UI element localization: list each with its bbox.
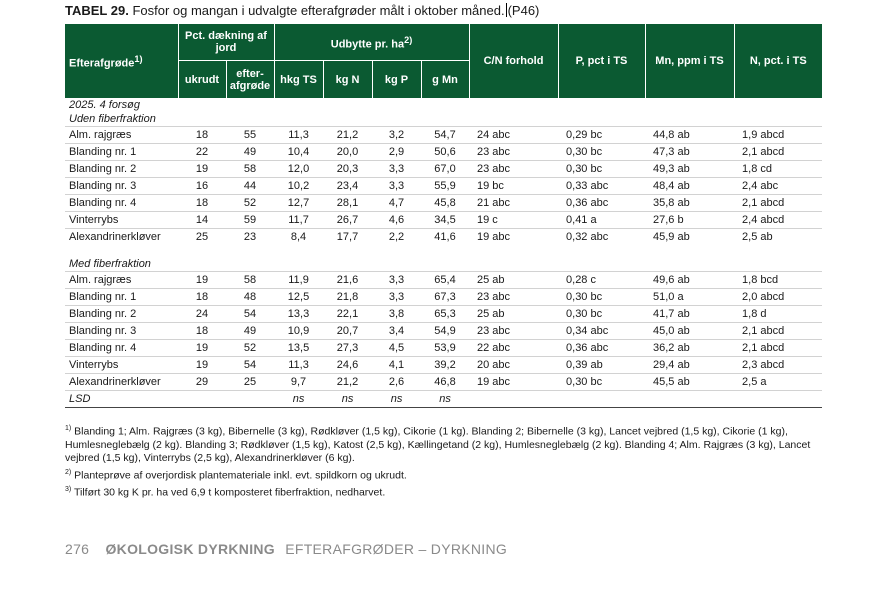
cell-mn: 41,7 ab — [645, 306, 734, 323]
cell-p: 0,29 bc — [558, 127, 645, 144]
cell-efter: 44 — [226, 178, 274, 195]
table-row — [65, 178, 822, 195]
cell-mn: 44,8 ab — [645, 127, 734, 144]
cell-ukrudt: 29 — [178, 374, 226, 391]
header-p: P, pct i TS — [558, 24, 645, 98]
cell-mn: 36,2 ab — [645, 340, 734, 357]
cell-gmn: 65,4 — [421, 272, 469, 289]
footnote — [65, 422, 822, 465]
cell-cn — [469, 391, 558, 408]
text-cursor — [506, 3, 507, 17]
cell-cn: 23 abc — [469, 161, 558, 178]
table-caption: Fosfor og mangan i udvalgte efterafgrøder målt i oktober måned. — [132, 3, 505, 18]
table-row — [65, 323, 822, 340]
header-mn: Mn, ppm i TS — [645, 24, 734, 98]
footnote-mark: 2) — [65, 468, 72, 476]
cell-efter: 52 — [226, 340, 274, 357]
table-row — [65, 127, 822, 144]
cell-n: 1,9 abcd — [734, 127, 822, 144]
cell-efter: 58 — [226, 272, 274, 289]
cell-mn: 27,6 b — [645, 212, 734, 229]
cell-kgp: 2,6 — [372, 374, 421, 391]
cell-kgp: 4,5 — [372, 340, 421, 357]
cell-kgn: 22,1 — [323, 306, 372, 323]
table-body — [65, 98, 822, 408]
cell-mn: 45,9 ab — [645, 229, 734, 246]
cell-efter: 49 — [226, 323, 274, 340]
cell-hkg: 11,3 — [274, 357, 323, 374]
page-number: 276 — [65, 541, 90, 557]
cell-n: 1,8 cd — [734, 161, 822, 178]
data-table — [65, 24, 822, 408]
footnote-text: Planteprøve af overjordisk plantemateriale inkl. evt. spildkorn og ukrudt. — [74, 469, 407, 481]
cell-ukrudt: 18 — [178, 127, 226, 144]
cell-name: Blanding nr. 4 — [65, 340, 178, 357]
table-row — [65, 195, 822, 212]
cell-kgp: 4,1 — [372, 357, 421, 374]
cell-gmn: 54,9 — [421, 323, 469, 340]
cell-n: 2,3 abcd — [734, 357, 822, 374]
footnote — [65, 466, 822, 483]
table-row — [65, 306, 822, 323]
cell-n: 2,1 abcd — [734, 323, 822, 340]
cell-p: 0,30 bc — [558, 144, 645, 161]
table-row — [65, 272, 822, 289]
cell-p: 0,33 abc — [558, 178, 645, 195]
cell-hkg: 8,4 — [274, 229, 323, 246]
table-row — [65, 357, 822, 374]
section-label — [65, 257, 822, 272]
table-row — [65, 374, 822, 391]
cell-efter: 59 — [226, 212, 274, 229]
footer-subsection: EFTERAFGRØDER – DYRKNING — [285, 541, 508, 557]
cell-hkg: 11,9 — [274, 272, 323, 289]
section-year-line-text: 2025. 4 forsøg — [69, 99, 140, 111]
cell-kgp: 2,2 — [372, 229, 421, 246]
cell-mn: 45,0 ab — [645, 323, 734, 340]
cell-gmn: 45,8 — [421, 195, 469, 212]
table-row — [65, 229, 822, 246]
cell-cn: 19 bc — [469, 178, 558, 195]
cell-kgp: 4,6 — [372, 212, 421, 229]
cell-kgp: 3,3 — [372, 161, 421, 178]
cell-hkg: 12,5 — [274, 289, 323, 306]
cell-efter: 25 — [226, 374, 274, 391]
cell-n — [734, 391, 822, 408]
cell-ukrudt: 18 — [178, 323, 226, 340]
cell-p — [558, 391, 645, 408]
cell-cn: 21 abc — [469, 195, 558, 212]
cell-efter — [226, 391, 274, 408]
cell-kgn: 17,7 — [323, 229, 372, 246]
cell-kgn: 23,4 — [323, 178, 372, 195]
cell-n: 2,0 abcd — [734, 289, 822, 306]
lsd-row — [65, 391, 822, 408]
cell-gmn: 65,3 — [421, 306, 469, 323]
section-label-text: Uden fiberfraktion — [69, 113, 156, 125]
table-row — [65, 161, 822, 178]
cell-efter: 58 — [226, 161, 274, 178]
footnote-text: Tilført 30 kg K pr. ha ved 6,9 t komposteret fiberfraktion, nedharvet. — [73, 486, 386, 499]
cell-cn: 22 abc — [469, 340, 558, 357]
cell-mn: 35,8 ab — [645, 195, 734, 212]
cell-n: 2,5 a — [734, 374, 822, 391]
cell-efter: 49 — [226, 144, 274, 161]
cell-gmn: 67,0 — [421, 161, 469, 178]
section-label — [65, 112, 822, 127]
cell-cn: 19 c — [469, 212, 558, 229]
table-title — [65, 3, 539, 18]
cell-ukrudt: 22 — [178, 144, 226, 161]
cell-cn: 20 abc — [469, 357, 558, 374]
cell-ukrudt: 24 — [178, 306, 226, 323]
cell-name: LSD — [65, 391, 178, 408]
footnote-mark: 1) — [65, 425, 72, 432]
cell-efter: 52 — [226, 195, 274, 212]
cell-gmn: 34,5 — [421, 212, 469, 229]
cell-hkg: 10,9 — [274, 323, 323, 340]
cell-mn: 29,4 ab — [645, 357, 734, 374]
cell-gmn: 41,6 — [421, 229, 469, 246]
cell-p: 0,41 a — [558, 212, 645, 229]
footnotes — [65, 422, 822, 501]
cell-p: 0,32 abc — [558, 229, 645, 246]
header-kg-p: kg P — [372, 61, 421, 99]
cell-name: Blanding nr. 2 — [65, 161, 178, 178]
cell-gmn: 55,9 — [421, 178, 469, 195]
cell-kgp: 3,3 — [372, 178, 421, 195]
cell-efter: 23 — [226, 229, 274, 246]
cell-ukrudt: 19 — [178, 161, 226, 178]
cell-p: 0,34 abc — [558, 323, 645, 340]
cell-kgn: 27,3 — [323, 340, 372, 357]
table-row — [65, 289, 822, 306]
cell-cn: 19 abc — [469, 229, 558, 246]
table-number: TABEL 29. — [65, 3, 129, 18]
cell-ukrudt — [178, 391, 226, 408]
cell-kgp: 3,8 — [372, 306, 421, 323]
table-source-code: (P46) — [507, 3, 540, 18]
cell-name: Alexandrinerkløver — [65, 229, 178, 246]
cell-gmn: 39,2 — [421, 357, 469, 374]
cell-hkg: 13,5 — [274, 340, 323, 357]
cell-name: Blanding nr. 3 — [65, 323, 178, 340]
cell-name: Blanding nr. 1 — [65, 144, 178, 161]
cell-cn: 23 abc — [469, 323, 558, 340]
cell-ukrudt: 14 — [178, 212, 226, 229]
cell-gmn: 53,9 — [421, 340, 469, 357]
cell-kgp: 3,2 — [372, 127, 421, 144]
footnote-mark: 3) — [65, 486, 72, 493]
cell-efter: 54 — [226, 306, 274, 323]
section-year-line — [65, 98, 822, 112]
cell-efter: 55 — [226, 127, 274, 144]
header-cn: C/N forhold — [469, 24, 558, 98]
cell-cn: 25 ab — [469, 306, 558, 323]
cell-cn: 19 abc — [469, 374, 558, 391]
cell-name: Vinterrybs — [65, 212, 178, 229]
header-efterafgrode: Efterafgrøde$^{1)}$ — [65, 24, 178, 98]
cell-name: Alm. rajgræs — [65, 127, 178, 144]
cell-cn: 25 ab — [469, 272, 558, 289]
cell-kgp: 3,3 — [372, 272, 421, 289]
cell-n: 1,8 d — [734, 306, 822, 323]
cell-ukrudt: 19 — [178, 357, 226, 374]
header-hkg-ts: hkg TS — [274, 61, 323, 99]
cell-n: 2,1 abcd — [734, 195, 822, 212]
cell-gmn: 46,8 — [421, 374, 469, 391]
cell-hkg: 9,7 — [274, 374, 323, 391]
cell-ukrudt: 16 — [178, 178, 226, 195]
cell-name: Alexandrinerkløver — [65, 374, 178, 391]
cell-mn: 49,6 ab — [645, 272, 734, 289]
cell-kgn: 20,0 — [323, 144, 372, 161]
cell-ukrudt: 25 — [178, 229, 226, 246]
cell-kgn: 21,6 — [323, 272, 372, 289]
header-kg-n: kg N — [323, 61, 372, 99]
cell-mn: 51,0 a — [645, 289, 734, 306]
cell-n: 2,5 ab — [734, 229, 822, 246]
cell-efter: 48 — [226, 289, 274, 306]
cell-mn: 47,3 ab — [645, 144, 734, 161]
cell-p: 0,30 bc — [558, 306, 645, 323]
cell-hkg: 10,4 — [274, 144, 323, 161]
cell-kgn: 28,1 — [323, 195, 372, 212]
cell-gmn: 54,7 — [421, 127, 469, 144]
header-udbytte: Udbytte pr. $ha^{2)}$ — [274, 24, 469, 61]
cell-kgp: ns — [372, 391, 421, 408]
cell-name: Blanding nr. 4 — [65, 195, 178, 212]
cell-name: Blanding nr. 2 — [65, 306, 178, 323]
spacer-cell — [65, 245, 822, 257]
cell-gmn: ns — [421, 391, 469, 408]
cell-ukrudt: 18 — [178, 289, 226, 306]
cell-mn: 49,3 ab — [645, 161, 734, 178]
header-g-mn: g Mn — [421, 61, 469, 99]
cell-ukrudt: 18 — [178, 195, 226, 212]
table-row — [65, 212, 822, 229]
cell-p: 0,30 bc — [558, 289, 645, 306]
cell-kgn: 26,7 — [323, 212, 372, 229]
cell-cn: 23 abc — [469, 144, 558, 161]
footnote-text: Blanding 1; Alm. Rajgræs (3 kg), Bibernelle (3 kg), Rødkløver (1,5 kg), Cikorie (1 kg). Blanding 2; Bibernelle (3 kg), Lancet vejbred (1,5 kg), Cikorie (1 kg), Humlesneglebælg (2 kg). Blanding 3; Rødkløver (1,5 kg), Katost (2,5 kg), Kællingetand (2 kg), Humlesneglebælg (2 kg). Blanding 4; Alm. Rajgræs (3 kg), Lancet vejbred (1,5 kg), Vinterrybs (2,5 kg), Alexandrinerkløver (6 kg). — [65, 425, 811, 464]
page-footer — [65, 541, 507, 557]
cell-hkg: ns — [274, 391, 323, 408]
cell-hkg: 10,2 — [274, 178, 323, 195]
cell-hkg: 12,7 — [274, 195, 323, 212]
footnote — [65, 483, 822, 500]
header-ukrudt: ukrudt — [178, 61, 226, 99]
cell-gmn: 67,3 — [421, 289, 469, 306]
cell-ukrudt: 19 — [178, 340, 226, 357]
cell-p: 0,36 abc — [558, 340, 645, 357]
cell-n: 2,4 abcd — [734, 212, 822, 229]
cell-kgn: 21,2 — [323, 127, 372, 144]
cell-cn: 23 abc — [469, 289, 558, 306]
cell-kgp: 3,3 — [372, 289, 421, 306]
cell-gmn: 50,6 — [421, 144, 469, 161]
cell-mn: 45,5 ab — [645, 374, 734, 391]
section-label-text: Med fiberfraktion — [69, 258, 151, 270]
cell-p: 0,30 bc — [558, 374, 645, 391]
cell-kgp: 3,4 — [372, 323, 421, 340]
cell-kgn: 21,2 — [323, 374, 372, 391]
cell-hkg: 11,3 — [274, 127, 323, 144]
cell-cn: 24 abc — [469, 127, 558, 144]
cell-name: Blanding nr. 1 — [65, 289, 178, 306]
cell-mn: 48,4 ab — [645, 178, 734, 195]
cell-efter: 54 — [226, 357, 274, 374]
header-pct-daekning: Pct. dækning af jord — [178, 24, 274, 61]
table-row — [65, 340, 822, 357]
cell-p: 0,39 ab — [558, 357, 645, 374]
cell-n: 2,1 abcd — [734, 144, 822, 161]
cell-p: 0,30 bc — [558, 161, 645, 178]
spacer-row — [65, 245, 822, 257]
cell-hkg: 12,0 — [274, 161, 323, 178]
cell-kgn: 21,8 — [323, 289, 372, 306]
cell-n: 1,8 bcd — [734, 272, 822, 289]
table-row — [65, 144, 822, 161]
cell-kgn: ns — [323, 391, 372, 408]
cell-n: 2,1 abcd — [734, 340, 822, 357]
header-n: N, pct. i TS — [734, 24, 822, 98]
footer-section: ØKOLOGISK DYRKNING — [105, 541, 275, 557]
header-efter-afgrode: efter-afgrøde — [226, 61, 274, 99]
cell-p: 0,36 abc — [558, 195, 645, 212]
cell-name: Blanding nr. 3 — [65, 178, 178, 195]
cell-p: 0,28 c — [558, 272, 645, 289]
cell-kgp: 4,7 — [372, 195, 421, 212]
cell-mn — [645, 391, 734, 408]
cell-kgn: 20,7 — [323, 323, 372, 340]
cell-kgn: 20,3 — [323, 161, 372, 178]
cell-hkg: 11,7 — [274, 212, 323, 229]
cell-n: 2,4 abc — [734, 178, 822, 195]
cell-hkg: 13,3 — [274, 306, 323, 323]
cell-name: Alm. rajgræs — [65, 272, 178, 289]
cell-kgn: 24,6 — [323, 357, 372, 374]
cell-ukrudt: 19 — [178, 272, 226, 289]
cell-name: Vinterrybs — [65, 357, 178, 374]
cell-kgp: 2,9 — [372, 144, 421, 161]
